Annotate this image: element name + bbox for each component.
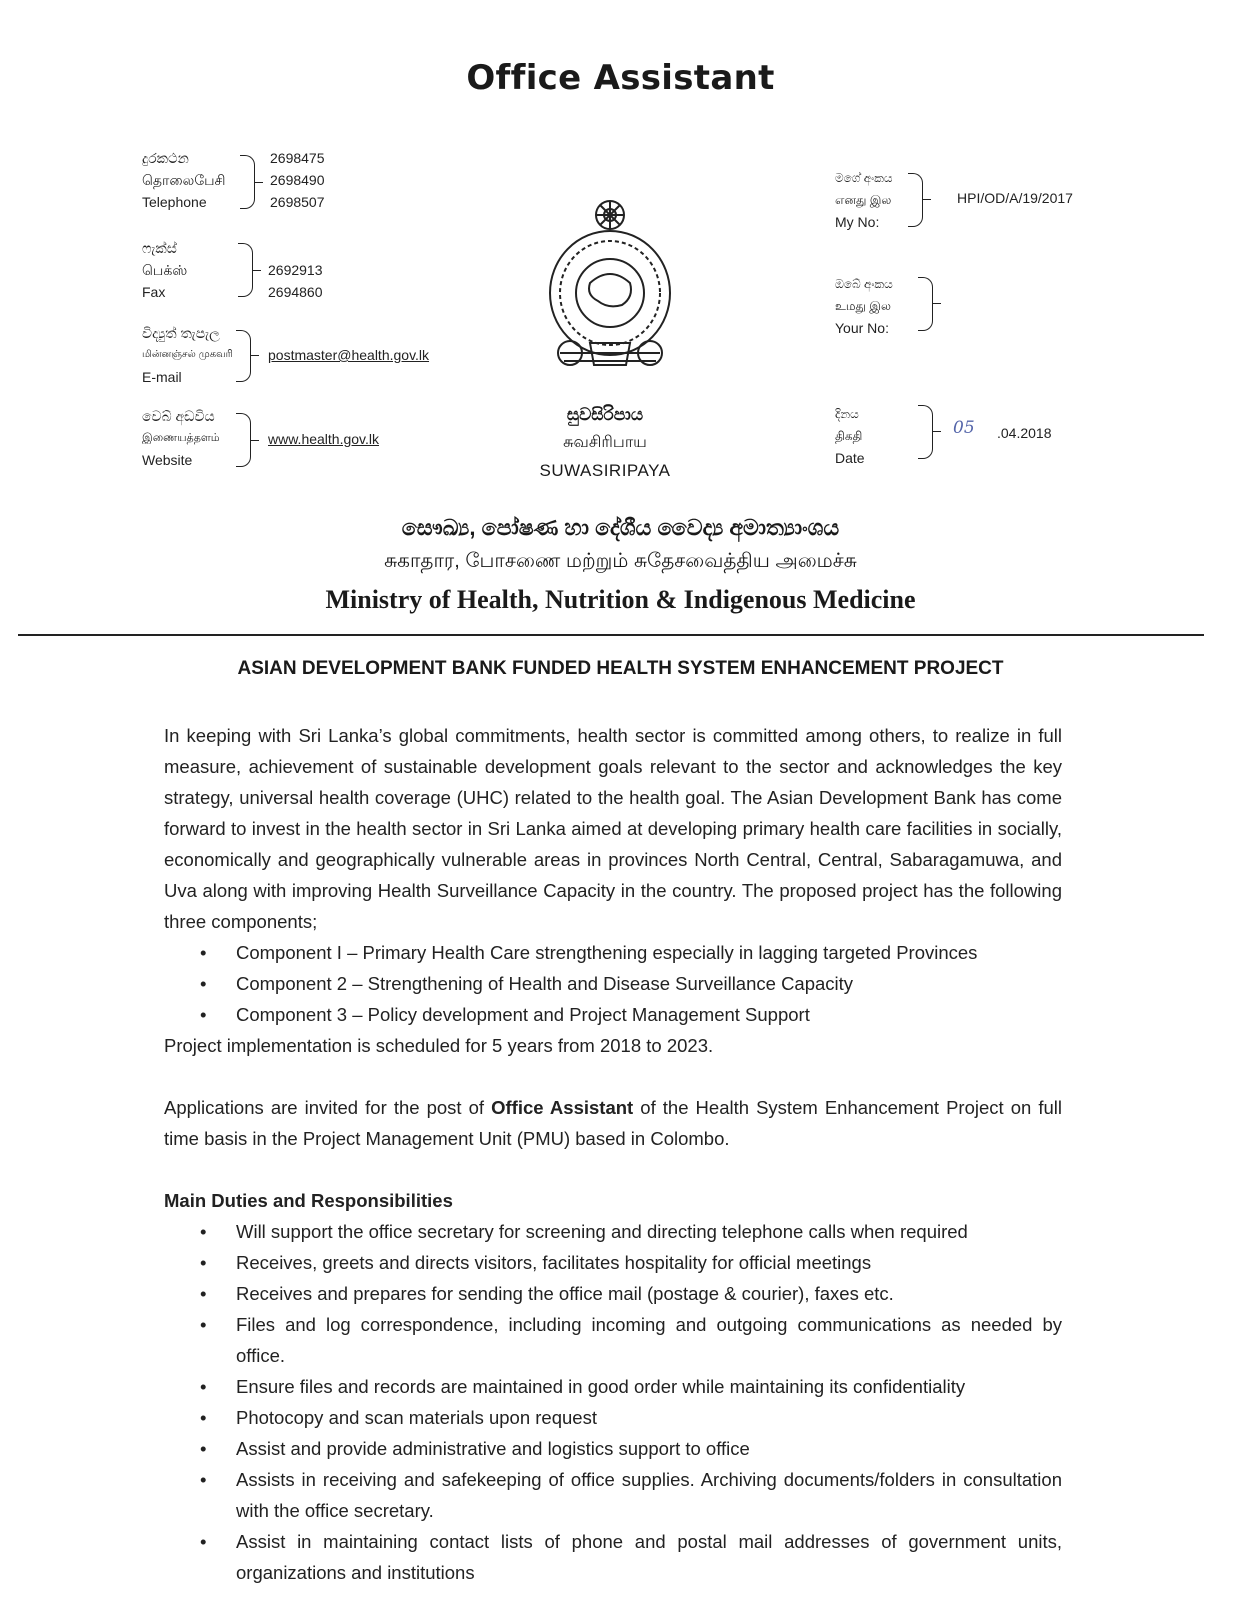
emblem-motto-si: සුවසිරිපාය (566, 405, 644, 424)
email-link[interactable]: postmaster@health.gov.lk (268, 347, 430, 363)
telephone-value: 2698507 (270, 194, 325, 210)
brace-point (933, 431, 941, 432)
fax-value: 2692913 (268, 262, 323, 278)
website-label-ta: இணையத்தளம் (142, 432, 220, 444)
my-no-value: HPI/OD/A/19/2017 (957, 190, 1073, 206)
your-no-label-ta: உமது இல (835, 299, 891, 313)
telephone-value: 2698475 (270, 150, 325, 166)
telephone-label-si: දුරකථන (142, 150, 189, 166)
contact-website (142, 405, 220, 471)
fax-label-en: Fax (142, 284, 166, 300)
website-link[interactable]: www.health.gov.lk (268, 431, 380, 447)
brace-point (923, 199, 931, 200)
website-label-en: Website (142, 452, 193, 468)
page-title: Office Assistant (466, 58, 775, 98)
brace (236, 330, 251, 382)
ministry-name-ta: சுகாதார, போசணை மற்றும் சுதேசவைத்திய அமைச்சு (384, 550, 857, 572)
ref-your-no (835, 273, 893, 339)
date-value: .04.2018 (997, 425, 1052, 441)
website-label-si: වෙබ් අඩවිය (142, 408, 215, 424)
telephone-label-ta: தொலைபேசி (142, 172, 226, 188)
my-no-label-si: මගේ අංකය (835, 171, 893, 185)
list-item: • Receives, greets and directs visitors, facilitates hospitality for official meetings (164, 1247, 1062, 1278)
components-list (164, 937, 1062, 1030)
my-no-label-en: My No: (835, 214, 880, 230)
duties-list (164, 1216, 1062, 1588)
list-item: • Component 3 – Policy development and Project Management Support (164, 999, 1062, 1030)
emblem-motto-ta: சுவசிரிபாய (563, 434, 647, 451)
list-item: • Component 2 – Strengthening of Health and Disease Surveillance Capacity (164, 968, 1062, 999)
telephone-label-en: Telephone (142, 194, 207, 210)
telephone-value: 2698490 (270, 172, 325, 188)
fax-label-si: ෆැක්ස් (142, 240, 177, 256)
ref-date (835, 403, 865, 469)
date-label-en: Date (835, 450, 865, 466)
fax-values (268, 259, 323, 303)
list-item: • Assist in maintaining contact lists of phone and postal mail addresses of government units, organizations and institutions (164, 1526, 1062, 1588)
brace (918, 405, 933, 459)
brace-point (251, 440, 259, 441)
list-item: • Receives and prepares for sending the office mail (postage & courier), faxes etc. (164, 1278, 1062, 1309)
list-item: • Ensure files and records are maintained in good order while maintaining its confidentiality (164, 1371, 1062, 1402)
email-label-ta: மின்னஞ்சல் முகவரி (142, 349, 233, 360)
applications-text: of the Health System Enhancement Project on full time basis in the Project Management Unit (PMU) based in Colombo. (164, 1097, 1062, 1149)
duties-heading: Main Duties and Responsibilities (164, 1190, 453, 1211)
brace-point (251, 355, 259, 356)
date-label-ta: திகதி (835, 429, 863, 443)
list-item: • Will support the office secretary for screening and directing telephone calls when required (164, 1216, 1062, 1247)
ministry-name-en: Ministry of Health, Nutrition & Indigenous Medicine (325, 585, 916, 614)
brace (908, 173, 923, 227)
ministry-name-si: සෞඛ්‍ය, පෝෂණ හා දේශීය වෛද්‍ය අමාත්‍යාංශය (401, 515, 840, 540)
document-body (164, 720, 1062, 1588)
applications-text: Applications are invited for the post of (164, 1097, 492, 1118)
contact-email (142, 322, 233, 388)
intro-paragraph: In keeping with Sri Lanka’s global commitments, health sector is committed among others, to realize in full measure, achievement of sustainable development goals relevant to the sector and acknowledges the key strategy, universal health coverage (UHC) related to the health goal. The Asian Development Bank has come forward to invest in the health sector in Sri Lanka aimed at developing primary health care facilities in socially, economically and geographically vulnerable areas in provinces North Central, Central, Sabaragamuwa, and Uva along with improving Health Surveillance Capacity in the country. The proposed project has the following three components; (164, 725, 1062, 932)
brace (918, 277, 933, 331)
brace-point (253, 270, 261, 271)
brace-point (255, 182, 263, 183)
fax-value: 2694860 (268, 284, 323, 300)
contact-fax (142, 237, 187, 303)
project-title: ASIAN DEVELOPMENT BANK FUNDED HEALTH SYSTEM ENHANCEMENT PROJECT (237, 658, 1004, 679)
your-no-label-si: ඔබේ අංකය (835, 277, 893, 291)
date-label-si: දිනය (835, 407, 859, 421)
applications-paragraph (164, 1092, 1062, 1154)
your-no-label-en: Your No: (835, 320, 889, 336)
ref-my-no (835, 167, 893, 233)
email-label-en: E-mail (142, 369, 182, 385)
list-item: • Component I – Primary Health Care strengthening especially in lagging targeted Provinces (164, 937, 1062, 968)
list-item: • Photocopy and scan materials upon request (164, 1402, 1062, 1433)
date-day-handwritten: 05 (953, 418, 975, 438)
schedule-text: Project implementation is scheduled for 5 years from 2018 to 2023. (164, 1035, 714, 1056)
sri-lanka-emblem-icon (540, 193, 680, 383)
brace (240, 155, 255, 209)
brace-point (933, 303, 941, 304)
contact-telephone (142, 147, 226, 213)
brace (236, 413, 251, 467)
email-label-si: විද්‍යුත් තැපැල (142, 325, 220, 341)
brace (238, 243, 253, 297)
header-divider (18, 634, 1204, 636)
post-name: Office Assistant (491, 1097, 634, 1118)
list-item: • Assists in receiving and safekeeping of office supplies. Archiving documents/folders in consultation with the office secretary. (164, 1464, 1062, 1526)
list-item: • Files and log correspondence, including incoming and outgoing communications as needed by office. (164, 1309, 1062, 1371)
fax-label-ta: பெக்ஸ் (142, 262, 188, 278)
emblem-motto-en: SUWASIRIPAYA (539, 461, 671, 480)
list-item: • Assist and provide administrative and logistics support to office (164, 1433, 1062, 1464)
my-no-label-ta: எனது இல (835, 193, 892, 207)
telephone-values (270, 147, 325, 213)
